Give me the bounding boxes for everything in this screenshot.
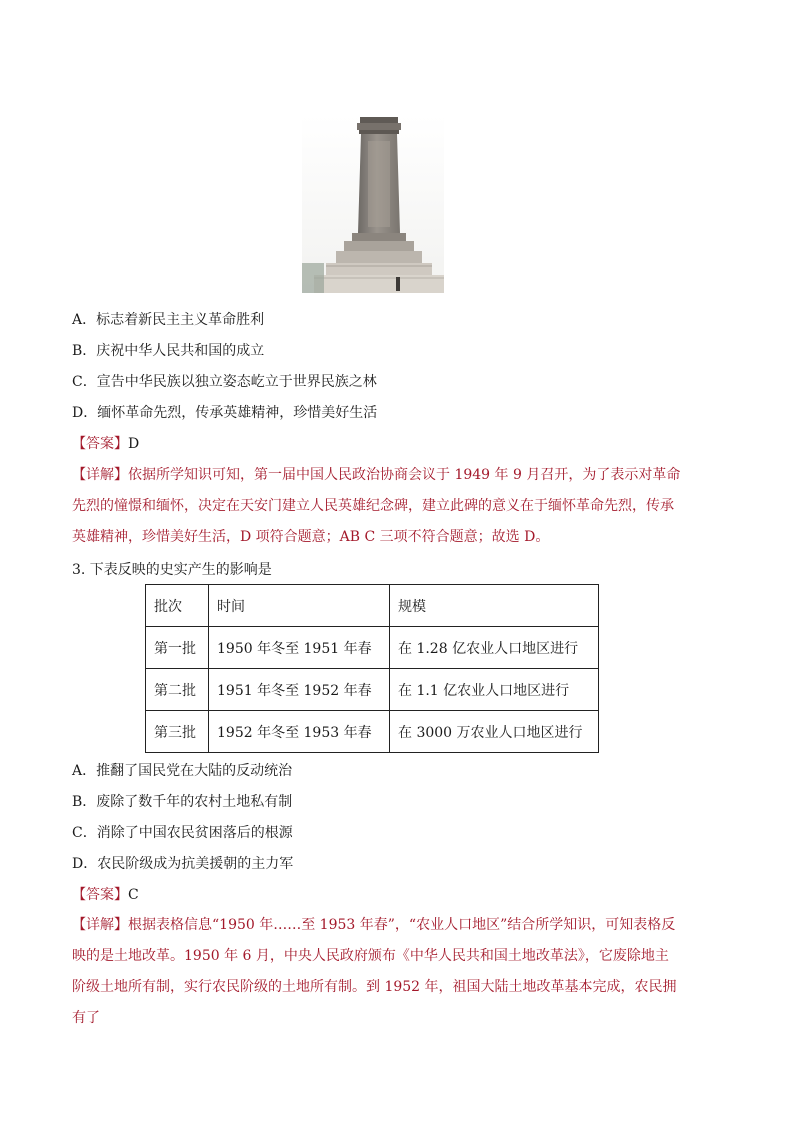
table-cell: 第一批	[146, 627, 209, 669]
explain-tag: 【详解】	[72, 467, 128, 483]
explain-text: 根据表格信息“1950 年……至 1953 年春”，“农业人口地区”结合所学知识，可知表格反映的是土地改革。1950 年 6 月，中央人民政府颁布《中华人民共和国土地改革法》，它废除地主阶级土地所有制，实行农民阶级的土地所有制。到 1952 年，祖国大陆土地改革基本完成，农民拥有了	[72, 917, 677, 1026]
explain-tag: 【详解】	[72, 917, 128, 933]
table-cell: 1951 年冬至 1952 年春	[209, 669, 390, 711]
q2-option-b: B．庆祝中华人民共和国的成立	[72, 343, 265, 359]
table-cell: 在 1.28 亿农业人口地区进行	[390, 627, 599, 669]
table-header-row	[146, 585, 599, 627]
table-header-cell: 规模	[390, 585, 599, 627]
land-reform-table	[145, 584, 599, 753]
q3-option-a: A．推翻了国民党在大陆的反动统治	[72, 763, 293, 779]
q3-answer	[72, 885, 139, 905]
table-cell: 第三批	[146, 711, 209, 753]
q3-option-b: B．废除了数千年的农村土地私有制	[72, 794, 293, 810]
table-cell: 第二批	[146, 669, 209, 711]
answer-value: C	[128, 887, 139, 903]
q2-option-a: A．标志着新民主主义革命胜利	[72, 312, 265, 328]
table-row	[146, 627, 599, 669]
table-row	[146, 669, 599, 711]
q3-explanation	[72, 910, 682, 1034]
q2-explanation	[72, 460, 682, 553]
answer-tag: 【答案】	[72, 436, 128, 452]
explain-text: 依据所学知识可知，第一届中国人民政治协商会议于 1949 年 9 月召开，为了表示对革命先烈的憧憬和缅怀，决定在天安门建立人民英雄纪念碑，建立此碑的意义在于缅怀革命先烈，传承英雄精神，珍惜美好生活，D 项符合题意；AB C 三项不符合题意；故选 D。	[72, 467, 681, 545]
answer-tag: 【答案】	[72, 887, 128, 903]
answer-value: D	[128, 436, 140, 452]
table-header-cell: 批次	[146, 585, 209, 627]
q3-stem: 3. 下表反映的史实产生的影响是	[72, 562, 272, 578]
q2-option-c: C．宣告中华民族以独立姿态屹立于世界民族之林	[72, 374, 377, 390]
table-cell: 在 3000 万农业人口地区进行	[390, 711, 599, 753]
table-cell: 在 1.1 亿农业人口地区进行	[390, 669, 599, 711]
q3-option-d: D．农民阶级成为抗美援朝的主力军	[72, 856, 294, 872]
q3-option-c: C．消除了中国农民贫困落后的根源	[72, 825, 293, 841]
table-row	[146, 711, 599, 753]
q2-option-d: D．缅怀革命先烈，传承英雄精神，珍惜美好生活	[72, 405, 378, 421]
table-cell: 1952 年冬至 1953 年春	[209, 711, 390, 753]
monument-photo	[302, 115, 444, 293]
q2-answer	[72, 434, 139, 454]
table-header-cell: 时间	[209, 585, 390, 627]
table-cell: 1950 年冬至 1951 年春	[209, 627, 390, 669]
